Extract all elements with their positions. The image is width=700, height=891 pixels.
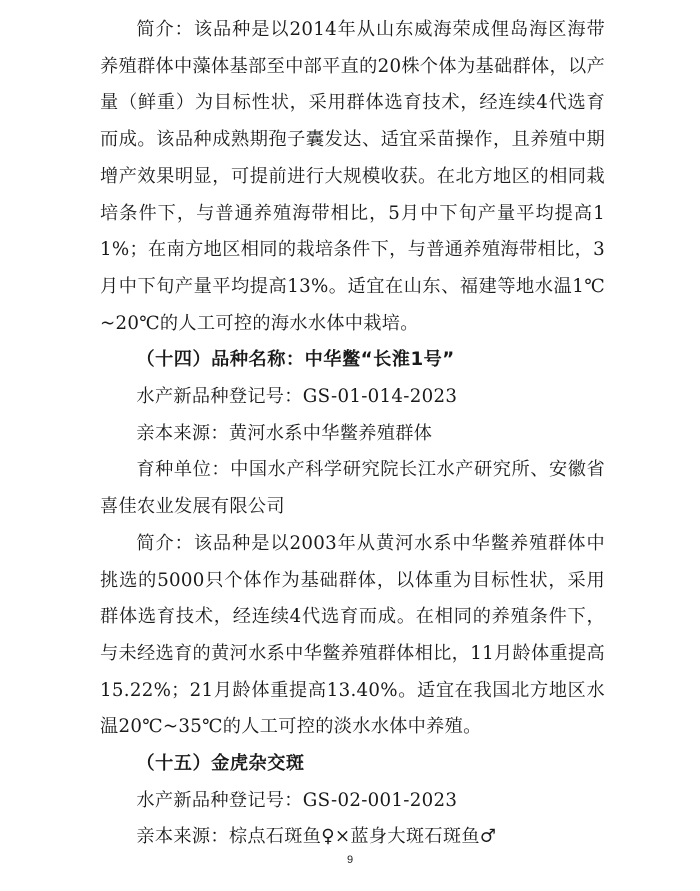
section-heading-14: （十四）品种名称：中华鳖“长淮1号” bbox=[136, 349, 455, 371]
page-number: 9 bbox=[346, 854, 354, 866]
intro-paragraph-kelp: 简介：该品种是以2014年从山东威海荣成俚岛海区海带养殖群体中藻体基部至中部平直的20株个体为基础群体，以产量（鲜重）为目标性状，采用群体选育技术，经连续4代选育而成。该品种成熟期孢子囊发达、适宜采苗操作，且养殖中期增产效果明显，可提前进行大规模收获。在北方地区的相同栽培条件下，与普通养殖海带相比，5月中下旬产量平均提高11%；在南方地区相同的栽培条件下，与普通养殖海带相比，3月中下旬产量平均提高13%。适宜在山东、福建等地水温1℃~20℃的人工可控的海水水体中栽培。 bbox=[100, 19, 605, 334]
parent-source-14: 亲本来源：黄河水系中华鳖养殖群体 bbox=[136, 422, 433, 444]
intro-paragraph-turtle: 简介：该品种是以2003年从黄河水系中华鳖养殖群体中挑选的5000只个体作为基础群体，以体重为目标性状，采用群体选育技术，经连续4代选育而成。在相同的养殖条件下，与未经选育的黄河水系中华鳖养殖群体相比，11月龄体重提高15.22%；21月龄体重提高13.40%。适宜在我国北方地区水温20℃~35℃的人工可控的淡水水体中养殖。 bbox=[100, 532, 605, 738]
section-heading-15: （十五）金虎杂交斑 bbox=[136, 753, 305, 775]
registration-number-14: 水产新品种登记号：GS-01-014-2023 bbox=[136, 386, 458, 408]
parent-source-15: 亲本来源：棕点石斑鱼♀×蓝身大斑石斑鱼♂ bbox=[136, 826, 497, 848]
breeding-unit-14: 育种单位：中国水产科学研究院长江水产研究所、安徽省喜佳农业发展有限公司 bbox=[100, 459, 605, 518]
registration-number-15: 水产新品种登记号：GS-02-001-2023 bbox=[136, 789, 458, 811]
document-body bbox=[100, 12, 605, 856]
